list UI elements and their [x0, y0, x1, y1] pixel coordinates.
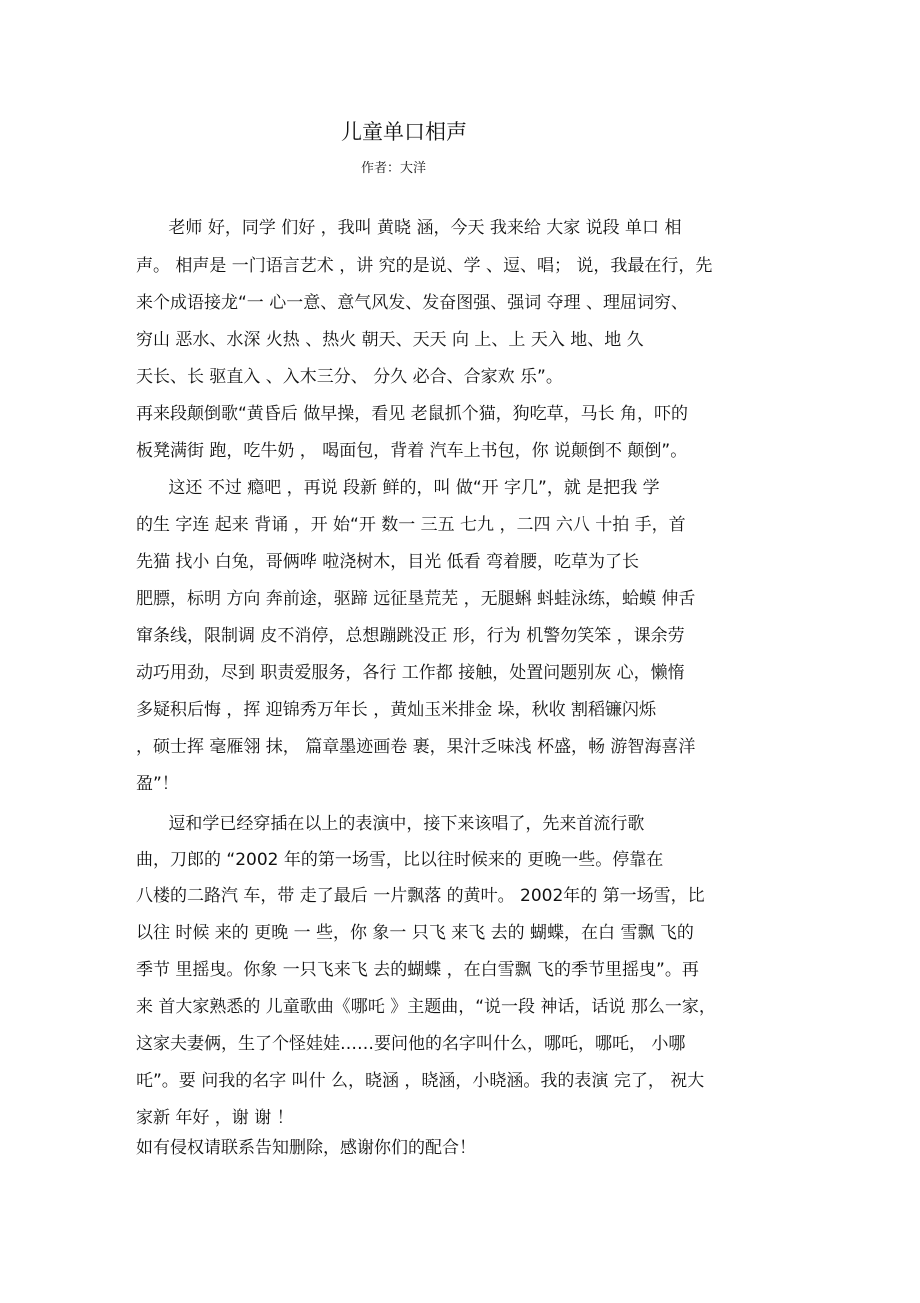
text-line: 动巧用劲，尽到 职责爱服务，各行 工作都 接触，处置问题别灰 心，懒惰 [136, 663, 685, 683]
text-line: 先猫 找小 白兔，哥俩哗 啦浇树木，目光 低看 弯着腰，吃草为了长 [136, 552, 640, 572]
text-line: 这还 不过 瘾吧 ，再说 段新 鲜的，叫 做“开 字几”，就 是把我 学 [136, 478, 660, 498]
text-line: 窜条线，限制调 皮不消停，总想蹦跳没正 形，行为 机警勿笑笨 ，课余劳 [136, 626, 685, 646]
text-line: 八楼的二路汽 车，带 走了最后 一片飘落 的黄叶。 2002年的 第一场雪，比 [136, 886, 705, 906]
author-line: 作者：大洋 [361, 161, 427, 176]
text-line: 季节 里摇曳。你象 一只飞来飞 去的蝴蝶 ，在白雪飘 飞的季节里摇曳”。再 [136, 960, 699, 980]
document-title: 儿童单口相声 [341, 120, 467, 144]
text-line: 曲，刀郎的 “2002 年的第一场雪，比以往时候来的 更晚一些。停靠在 [136, 850, 664, 870]
text-line: 来个成语接龙“一 心一意、意气风发、发奋图强、强词 夺理 、理屈词穷、 [136, 293, 689, 313]
text-line: 再来段颠倒歌“黄昏后 做早操，看见 老鼠抓个猫，狗吃草，马长 角，吓的 [136, 404, 689, 424]
text-line: 以往 时候 来的 更晚 一 些，你 象一 只飞 来飞 去的 蝴蝶，在白 雪飘 飞的 [136, 923, 694, 943]
text-line: 逗和学已经穿插在以上的表演中，接下来该唱了，先来首流行歌 [136, 814, 645, 834]
text-line: 吒”。要 问我的名字 叫什 么，晓涵 ，晓涵，小晓涵。我的表演 完了， 祝大 [136, 1071, 705, 1091]
text-line: 肥膘，标明 方向 奔前途，驱蹄 远征垦荒芜 ，无腿蝌 蚪蛙泳练，蛤蟆 伸舌 [136, 589, 696, 609]
text-line: 板凳满街 跑，吃牛奶 ， 喝面包，背着 汽车上书包，你 说颠倒不 颠倒”。 [136, 441, 688, 461]
text-line: 声。 相声是 一门语言艺术 ，讲 究的是说、学 、逗、唱； 说，我最在行，先 [136, 256, 713, 276]
text-line: 这家夫妻俩，生了个怪娃娃……要问他的名字叫什么，哪吒，哪吒， 小哪 [136, 1034, 686, 1054]
text-line: 的生 字连 起来 背诵 ，开 始“开 数一 三五 七九 ，二四 六八 十拍 手，首 [136, 515, 686, 535]
text-line: 来 首大家熟悉的 儿童歌曲《哪吒 》主题曲，“说一段 神话，话说 那么一家， [136, 997, 716, 1017]
disclaimer-line: 如有侵权请联系告知删除，感谢你们的配合！ [136, 1138, 476, 1158]
text-line: 老师 好，同学 们好 ，我叫 黄晓 涵，今天 我来给 大家 说段 单口 相 [136, 218, 682, 238]
text-line: 多疑积后悔 ，挥 迎锦秀万年长 ，黄灿玉米排金 垛，秋收 割稻镰闪烁 [136, 700, 657, 720]
text-line: 盈”！ [136, 774, 179, 794]
text-line: 天长、长 驱直入 、入木三分、 分久 必合、合家欢 乐”。 [136, 367, 563, 387]
text-line: ，硕士挥 毫雁翎 抹， 篇章墨迹画卷 裹，果汁乏味浅 杯盛，畅 游智海喜洋 [136, 737, 696, 757]
text-line: 家新 年好 ，谢 谢 ！ [136, 1108, 294, 1128]
text-line: 穷山 恶水、水深 火热 、热火 朝天、天天 向 上、上 天入 地、地 久 [136, 330, 644, 350]
